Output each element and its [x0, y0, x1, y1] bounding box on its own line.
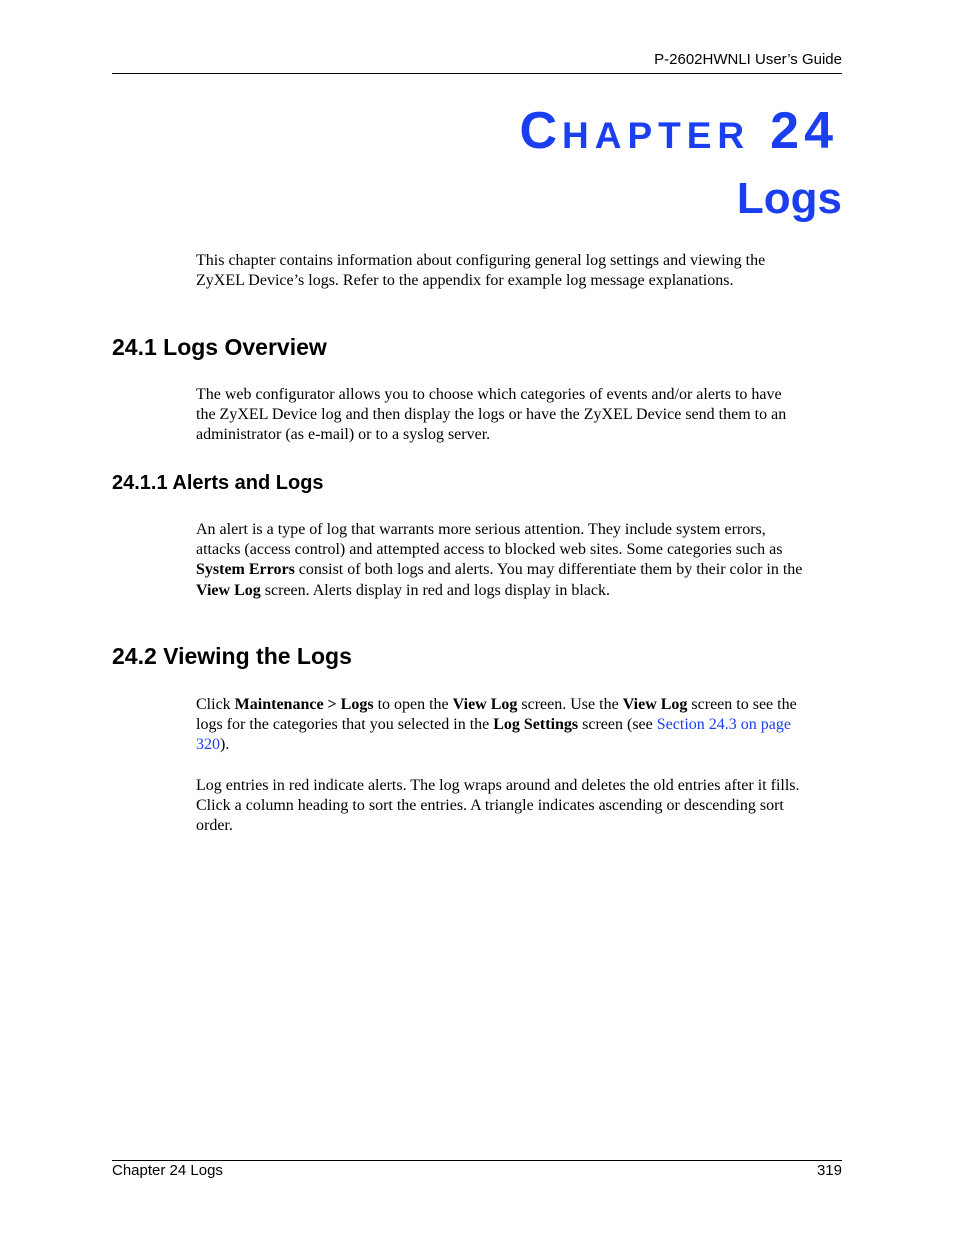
viewing-logs-paragraph-2 [196, 776, 842, 837]
text-run: Click [196, 696, 235, 713]
text-run: to open the [373, 696, 453, 713]
log-entries-line-2: Click a column heading to sort the entries. A triangle indicates ascending or descending sort [196, 797, 784, 815]
text-run: screen to see the [687, 696, 797, 713]
log-entries-line-1: Log entries in red indicate alerts. The log wraps around and deletes the old entries after it fills. [196, 777, 800, 794]
alerts-line-1: An alert is a type of log that warrants more serious attention. They include system errors, [196, 521, 766, 538]
text-run: ). [220, 736, 230, 754]
system-errors-term: System Errors [196, 561, 295, 579]
alerts-line-3 [196, 560, 842, 580]
view-log-term: View Log [622, 696, 688, 713]
overview-line-2: the ZyXEL Device log and then display the logs or have the ZyXEL Device send them to an [196, 406, 787, 424]
overview-line-1: The web configurator allows you to choose which categories of events and/or alerts to have [196, 386, 782, 403]
section-heading-24-1-1: 24.1.1 Alerts and Logs [112, 472, 324, 494]
alerts-paragraph [196, 520, 842, 601]
alerts-line-2: attacks (access control) and attempted access to blocked web sites. Some categories such as [196, 541, 783, 559]
alerts-line-4 [196, 581, 842, 601]
text-run: logs for the categories that you selected in the [196, 716, 494, 734]
footer-chapter-label: Chapter 24 Logs [112, 1162, 223, 1179]
text-run: screen. Use the [517, 696, 623, 713]
chapter-title: Logs [736, 174, 842, 223]
viewing-line-3 [196, 735, 842, 755]
log-entries-line-3: order. [196, 817, 233, 835]
page-320-link[interactable]: 320 [196, 736, 220, 754]
viewing-logs-paragraph-1 [196, 695, 842, 756]
footer-rule [112, 1160, 842, 1161]
header-rule [112, 73, 842, 74]
text-run: screen (see [578, 716, 657, 734]
alerts-line-4-text: screen. Alerts display in red and logs display in black. [260, 581, 610, 599]
intro-paragraph [196, 251, 842, 291]
log-settings-term: Log Settings [493, 716, 579, 734]
menu-path-term: Maintenance > Logs [234, 696, 374, 713]
chapter-number: 24 [770, 102, 838, 160]
footer-page-number: 319 [816, 1162, 842, 1179]
chapter-number-line [519, 98, 838, 169]
intro-line-1: This chapter contains information about configuring general log settings and viewing the [196, 252, 766, 269]
chapter-word-rest: HAPTER [562, 115, 751, 156]
intro-line-2: ZyXEL Device’s logs. Refer to the appendix for example log message explanations. [196, 272, 734, 290]
view-log-term: View Log [196, 581, 261, 599]
chapter-heading [519, 98, 842, 229]
section-24-3-link[interactable]: Section 24.3 on page [656, 716, 791, 734]
section-heading-24-2: 24.2 Viewing the Logs [112, 643, 352, 669]
viewing-line-2 [196, 715, 842, 735]
overview-line-3: administrator (as e-mail) or to a syslog server. [196, 426, 491, 444]
viewing-line-1 [196, 695, 842, 715]
view-log-term: View Log [452, 696, 518, 713]
alerts-line-3-text: consist of both logs and alerts. You may differentiate them by their color in the [294, 561, 803, 579]
running-header: P-2602HWNLI User’s Guide [654, 51, 842, 68]
chapter-word-initial: C [519, 102, 563, 160]
section-heading-24-1: 24.1 Logs Overview [112, 334, 327, 360]
logs-overview-paragraph [196, 385, 842, 446]
